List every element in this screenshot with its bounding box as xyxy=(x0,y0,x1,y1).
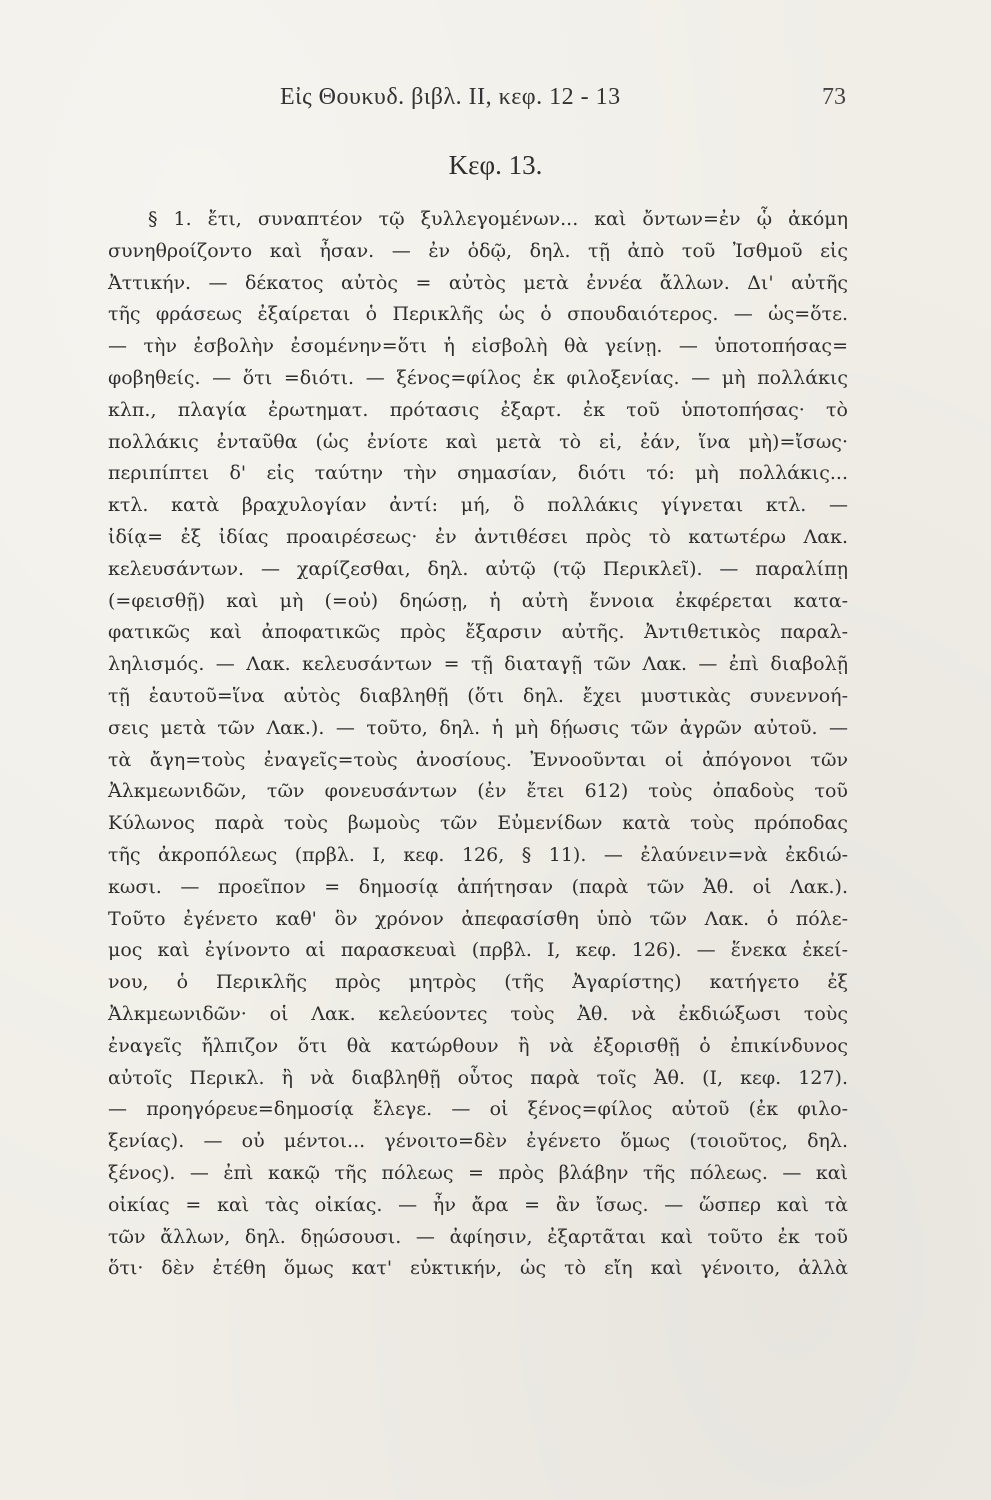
text-line: κελευσάντων. — χαρίζεσθαι, δηλ. αὐτῷ (τῷ Περικλεῖ). — παραλίπῃ xyxy=(108,557,848,580)
text-line: κλπ., πλαγία ἐρωτηματ. πρότασις ἐξαρτ. ἐκ τοῦ ὑποτοπήσας· τὸ xyxy=(108,398,848,421)
text-line: Κύλωνος παρὰ τοὺς βωμοὺς τῶν Εὐμενίδων κατὰ τοὺς πρόποδας xyxy=(108,812,848,835)
text-line: ξενίας). — οὐ μέντοι... γένοιτο=δὲν ἐγένετο ὅμως (τοιοῦτος, δηλ. xyxy=(108,1130,848,1153)
text-line: ληλισμός. — Λακ. κελευσάντων = τῇ διαταγῇ τῶν Λακ. — ἐπὶ διαβολῇ xyxy=(108,653,848,676)
text-line: τῆς φράσεως ἐξαίρεται ὁ Περικλῆς ὡς ὁ σπουδαιότερος. — ὡς=ὅτε. xyxy=(108,303,848,326)
text-line: πολλάκις ἐνταῦθα (ὡς ἐνίοτε καὶ μετὰ τὸ εἰ, ἐάν, ἵνα μὴ)=ἴσως· xyxy=(108,430,848,453)
text-line: φατικῶς καὶ ἀποφατικῶς πρὸς ἔξαρσιν αὐτῆς. Ἀντιθετικὸς παραλ- xyxy=(108,621,848,644)
text-line: κωσι. — προεῖπον = δημοσίᾳ ἀπήτησαν (παρὰ τῶν Ἀθ. οἱ Λακ.). xyxy=(108,875,848,898)
text-line: οἰκίας = καὶ τὰς οἰκίας. — ἦν ἄρα = ἂν ἴσως. — ὥσπερ καὶ τὰ xyxy=(108,1193,848,1216)
text-line: τῆς ἀκροπόλεως (πρβλ. I, κεφ. 126, § 11). — ἐλαύνειν=νὰ ἐκδιώ- xyxy=(108,843,848,866)
text-line: Ἀλκμεωνιδῶν, τῶν φονευσάντων (ἐν ἔτει 612) τοὺς ὀπαδοὺς τοῦ xyxy=(108,780,848,803)
text-line: Ἀττικήν. — δέκατος αὐτὸς = αὐτὸς μετὰ ἐννέα ἄλλων. Δι' αὐτῆς xyxy=(108,271,848,294)
text-line: ἐναγεῖς ἤλπιζον ὅτι θὰ κατώρθουν ἢ νὰ ἐξορισθῇ ὁ ἐπικίνδυνος xyxy=(108,1034,848,1057)
text-line: Τοῦτο ἐγένετο καθ' ὃν χρόνον ἀπεφασίσθη ὑπὸ τῶν Λακ. ὁ πόλε- xyxy=(108,907,848,930)
text-line: νου, ὁ Περικλῆς πρὸς μητρὸς (τῆς Ἀγαρίστης) κατήγετο ἐξ xyxy=(108,971,848,994)
text-line: — τὴν ἐσβολὴν ἐσομένην=ὅτι ἡ εἰσβολὴ θὰ γείνῃ. — ὑποτοπήσας= xyxy=(108,335,848,358)
text-line: Ἀλκμεωνιδῶν· οἱ Λακ. κελεύοντες τοὺς Ἀθ. νὰ ἐκδιώξωσι τοὺς xyxy=(108,1002,848,1025)
text-line: μος καὶ ἐγίνοντο αἱ παρασκευαὶ (πρβλ. I, κεφ. 126). — ἕνεκα ἐκεί- xyxy=(108,939,848,962)
text-line: — προηγόρευε=δημοσίᾳ ἔλεγε. — οἱ ξένος=φίλος αὐτοῦ (ἐκ φιλο- xyxy=(108,1098,848,1121)
page-number: 73 xyxy=(822,84,846,110)
text-line: ξένος). — ἐπὶ κακῷ τῆς πόλεως = πρὸς βλάβην τῆς πόλεως. — καὶ xyxy=(108,1161,848,1184)
text-line: τῇ ἑαυτοῦ=ἵνα αὐτὸς διαβληθῇ (ὅτι δηλ. ἔχει μυστικὰς συνεννοή- xyxy=(108,684,848,707)
text-line: τῶν ἄλλων, δηλ. δῃώσουσι. — ἀφίησιν, ἐξαρτᾶται καὶ τοῦτο ἐκ τοῦ xyxy=(108,1225,848,1248)
commentary-text xyxy=(108,204,848,1285)
chapter-heading: Κεφ. 13. xyxy=(448,150,543,180)
text-line: ἰδίᾳ= ἐξ ἰδίας προαιρέσεως· ἐν ἀντιθέσει πρὸς τὸ κατωτέρω Λακ. xyxy=(108,525,848,548)
running-head: Εἰς Θουκυδ. βιβλ. II, κεφ. 12 - 13 xyxy=(280,84,621,110)
text-line: § 1. ἔτι, συναπτέον τῷ ξυλλεγομένων... καὶ ὄντων=ἐν ᾧ ἀκόμη xyxy=(148,208,848,230)
text-line: συνηθροίζοντο καὶ ἦσαν. — ἐν ὁδῷ, δηλ. τῇ ἀπὸ τοῦ Ἰσθμοῦ εἰς xyxy=(108,239,848,262)
text-line: κτλ. κατὰ βραχυλογίαν ἀντί: μή, ὃ πολλάκις γίγνεται κτλ. — xyxy=(108,494,848,517)
text-line: ὅτι· δὲν ἐτέθη ὅμως κατ' εὐκτικήν, ὡς τὸ εἴη καὶ γένοιτο, ἀλλὰ xyxy=(108,1257,848,1280)
text-line: φοβηθείς. — ὅτι =διότι. — ξένος=φίλος ἐκ φιλοξενίας. — μὴ πολλάκις xyxy=(108,366,848,389)
text-line: αὐτοῖς Περικλ. ἢ νὰ διαβληθῇ οὗτος παρὰ τοῖς Ἀθ. (I, κεφ. 127). xyxy=(108,1066,848,1089)
text-line: περιπίπτει δ' εἰς ταύτην τὴν σημασίαν, διότι τό: μὴ πολλάκις... xyxy=(108,462,848,485)
text-line: (=φεισθῇ) καὶ μὴ (=οὐ) δηώσῃ, ἡ αὐτὴ ἔννοια ἐκφέρεται κατα- xyxy=(108,589,848,612)
text-line: σεις μετὰ τῶν Λακ.). — τοῦτο, δηλ. ἡ μὴ δῄωσις τῶν ἀγρῶν αὐτοῦ. — xyxy=(108,716,848,739)
text-line: τὰ ἄγη=τοὺς ἐναγεῖς=τοὺς ἀνοσίους. Ἐννοοῦνται οἱ ἀπόγονοι τῶν xyxy=(108,748,848,771)
